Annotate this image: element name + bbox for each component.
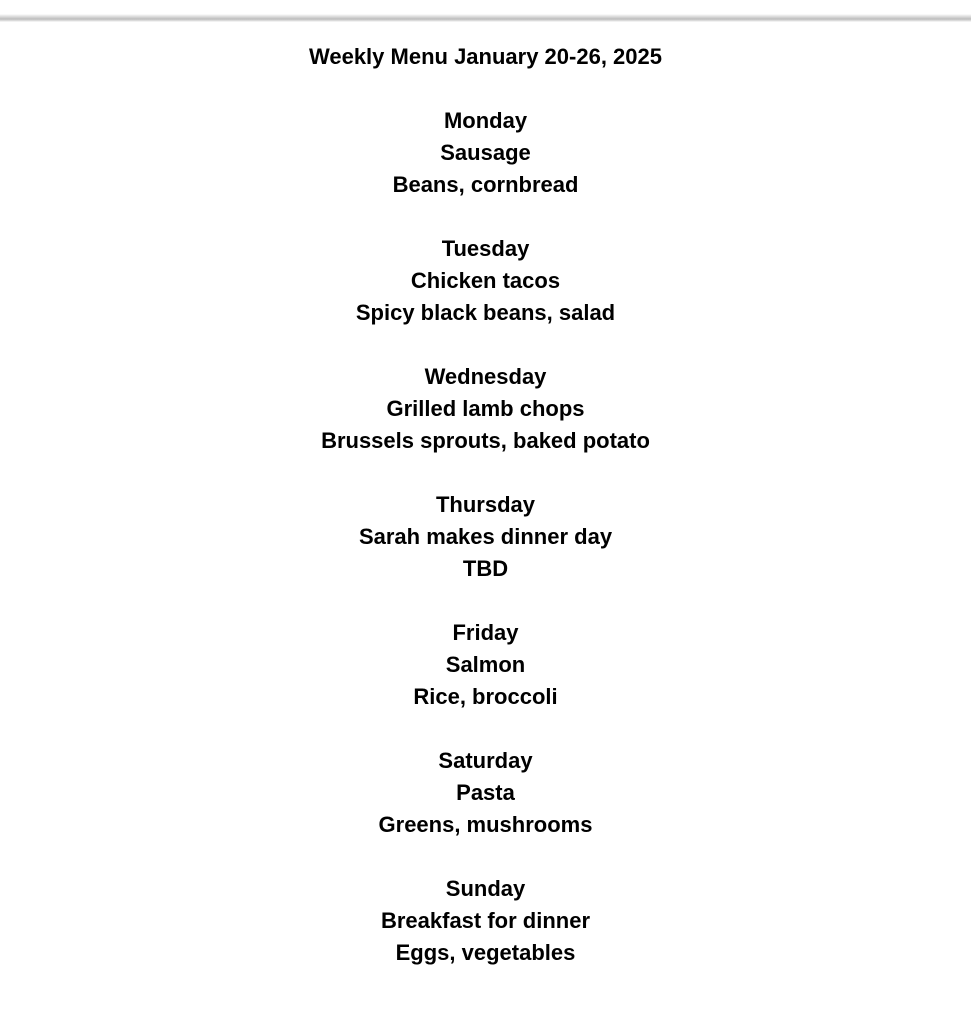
day-saturday xyxy=(0,745,971,841)
day-tuesday xyxy=(0,233,971,329)
day-sunday xyxy=(0,873,971,969)
main-dish: Sausage xyxy=(440,140,531,165)
side-dishes: Rice, broccoli xyxy=(413,684,558,709)
side-dishes: Brussels sprouts, baked potato xyxy=(321,428,650,453)
main-dish: Chicken tacos xyxy=(410,268,561,293)
day-name: Monday xyxy=(443,108,528,133)
side-dishes: TBD xyxy=(462,556,509,581)
day-name: Wednesday xyxy=(424,364,547,389)
main-dish: Salmon xyxy=(445,652,526,677)
side-dishes: Spicy black beans, salad xyxy=(355,300,616,325)
side-dishes: Greens, mushrooms xyxy=(378,812,593,837)
menu-title: Weekly Menu January 20-26, 2025 xyxy=(308,44,662,69)
day-name: Tuesday xyxy=(441,236,530,261)
page-top-edge xyxy=(0,0,971,22)
main-dish: Grilled lamb chops xyxy=(386,396,585,421)
day-name: Thursday xyxy=(435,492,536,517)
day-name: Sunday xyxy=(445,876,526,901)
side-dishes: Eggs, vegetables xyxy=(395,940,576,965)
day-friday xyxy=(0,617,971,713)
side-dishes: Beans, cornbread xyxy=(392,172,579,197)
day-wednesday xyxy=(0,361,971,457)
main-dish: Pasta xyxy=(456,780,515,805)
day-name: Saturday xyxy=(438,748,533,773)
day-thursday xyxy=(0,489,971,585)
day-name: Friday xyxy=(452,620,519,645)
menu-document xyxy=(0,41,971,1001)
main-dish: Breakfast for dinner xyxy=(380,908,591,933)
day-monday xyxy=(0,105,971,201)
main-dish: Sarah makes dinner day xyxy=(358,524,613,549)
